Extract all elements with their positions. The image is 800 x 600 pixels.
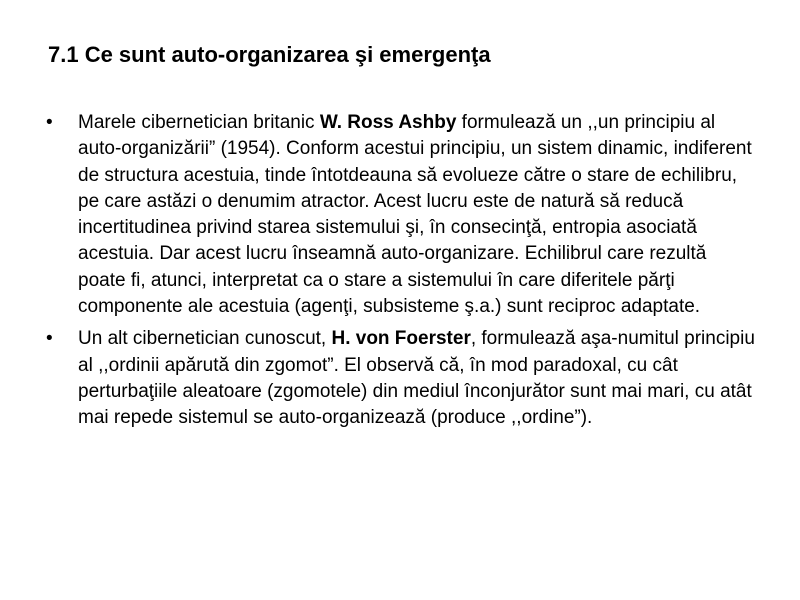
bullet-text-before: Un alt cibernetician cunoscut, <box>78 328 332 350</box>
bullet-marker: • <box>46 328 53 350</box>
bullet-text-bold: H. von Foerster <box>331 328 471 350</box>
bullet-item-foerster <box>46 326 758 431</box>
bullet-text-bold: W. Ross Ashby <box>319 112 457 133</box>
bullet-text-after: formulează un ,,un principiu al auto-organizării” (1954). Conform acestui principiu, un sistem dinamic, indiferent de structura acestuia, tinde întotdeauna să evolueze către o stare de echilibru, pe care astăzi o denumim atractor. Acest lucru este de natură să reducă incertitudinea privind starea sistemului şi, în consecinţă, entropia asociată acestuia. Dar acest lucru înseamnă auto-organizare. Echilibrul care rezultă poate fi, atunci, interpretat ca o stare a sistemului în care diferitele părţi componente ale acestuia (agenţi, subsisteme ş.a.) sunt reciproc adaptate. <box>78 112 752 318</box>
slide-title: 7.1 Ce sunt auto-organizarea şi emergenţa <box>48 42 491 67</box>
bullet-list <box>46 110 758 438</box>
bullet-text-before: Marele cibernetician britanic <box>78 112 320 133</box>
bullet-marker: • <box>46 112 53 133</box>
bullet-item-ashby <box>46 110 758 320</box>
bullet-text-after: , formulează aşa-numitul principiu al ,,ordinii apărută din zgomot”. El observă că, în mod paradoxal, cu cât perturbaţiile aleatoare (zgomotele) din mediul înconjurător sunt mai mari, cu atât mai repede sistemul se auto-organizează (produce ,,ordine”). <box>78 328 755 429</box>
